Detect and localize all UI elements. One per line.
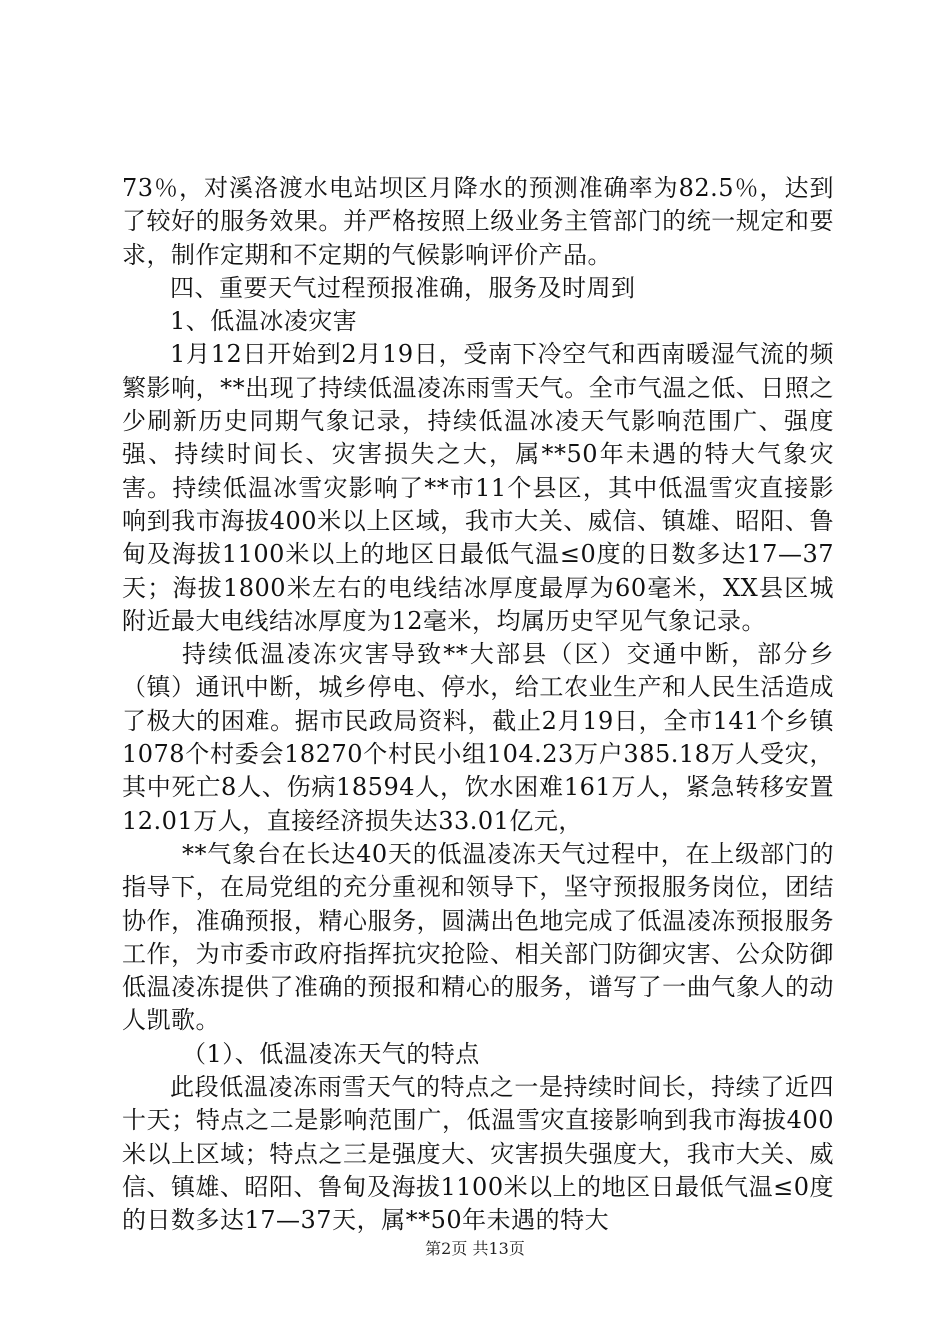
subheading-weather-characteristics: （1）、低温凌冻天气的特点 [182,1039,480,1068]
page-footer [0,1238,950,1260]
section-heading-weather-forecast: 四、重要天气过程预报准确，服务及时周到 [170,273,636,302]
paragraph-observatory-service: **气象台在长达40天的低温凌冻天气过程中，在上级部门的指导下，在局党组的充分重视和领导下，坚守预报服务岗位，团结协作，准确预报，精心服务，圆满出色地完成了低温凌冻预报服务工作，为市委市政府指挥抗灾抢险、相关部门防御灾害、公众防御低温凌冻提供了准确的预报和精心的服务，谱写了一曲气象人的动人凯歌。 [122,839,834,1035]
paragraph-forecast-accuracy: 73％，对溪洛渡水电站坝区月降水的预测准确率为82.5％，达到了较好的服务效果。并严格按照上级业务主管部门的统一规定和要求，制作定期和不定期的气候影响评价产品。 [122,174,834,269]
page-number: 第2页 [425,1239,468,1258]
paragraph-weather-characteristics: 此段低温凌冻雨雪天气的特点之一是持续时间长，持续了近四十天；特点之二是影响范围广，低温雪灾直接影响到我市海拔400米以上区域；特点之三是强度大、灾害损失强度大，我市大关、威信、镇雄、昭阳、鲁甸及海拔1100米以上的地区日最低气温≤0度的日数多达17—37天，属**50年未遇的特大 [122,1073,834,1235]
subsection-heading-low-temp-ice: 1、低温冰凌灾害 [170,307,358,336]
document-body [122,172,834,1238]
paragraph-disaster-impact: 持续低温凌冻灾害导致**大部县（区）交通中断，部分乡（镇）通讯中断，城乡停电、停水，给工农业生产和人民生活造成了极大的困难。据市民政局资料，截止2月19日，全市141个乡镇1078个村委会18270个村民小组104.23万户385.18万人受灾，其中死亡8人、伤病18594人，饮水困难161万人，紧急转移安置12.01万人，直接经济损失达33.01亿元， [122,640,834,835]
page-total: 共13页 [472,1239,525,1258]
paragraph-disaster-description: 1月12日开始到2月19日，受南下冷空气和西南暖湿气流的频繁影响，**出现了持续低温凌冻雨雪天气。全市气温之低、日照之少刷新历史同期气象记录，持续低温冰凌天气影响范围广、强度强、持续时间长、灾害损失之大，属**50年未遇的特大气象灾害。持续低温冰雪灾影响了**市11个县区，其中低温雪灾直接影响到我市海拔400米以上区域，我市大关、威信、镇雄、昭阳、鲁甸及海拔1100米以上的地区日最低气温≤0度的日数多达17—37天；海拔1800米左右的电线结冰厚度最厚为60毫米，XX县区城附近最大电线结冰厚度为12毫米，均属历史罕见气象记录。 [122,340,834,635]
